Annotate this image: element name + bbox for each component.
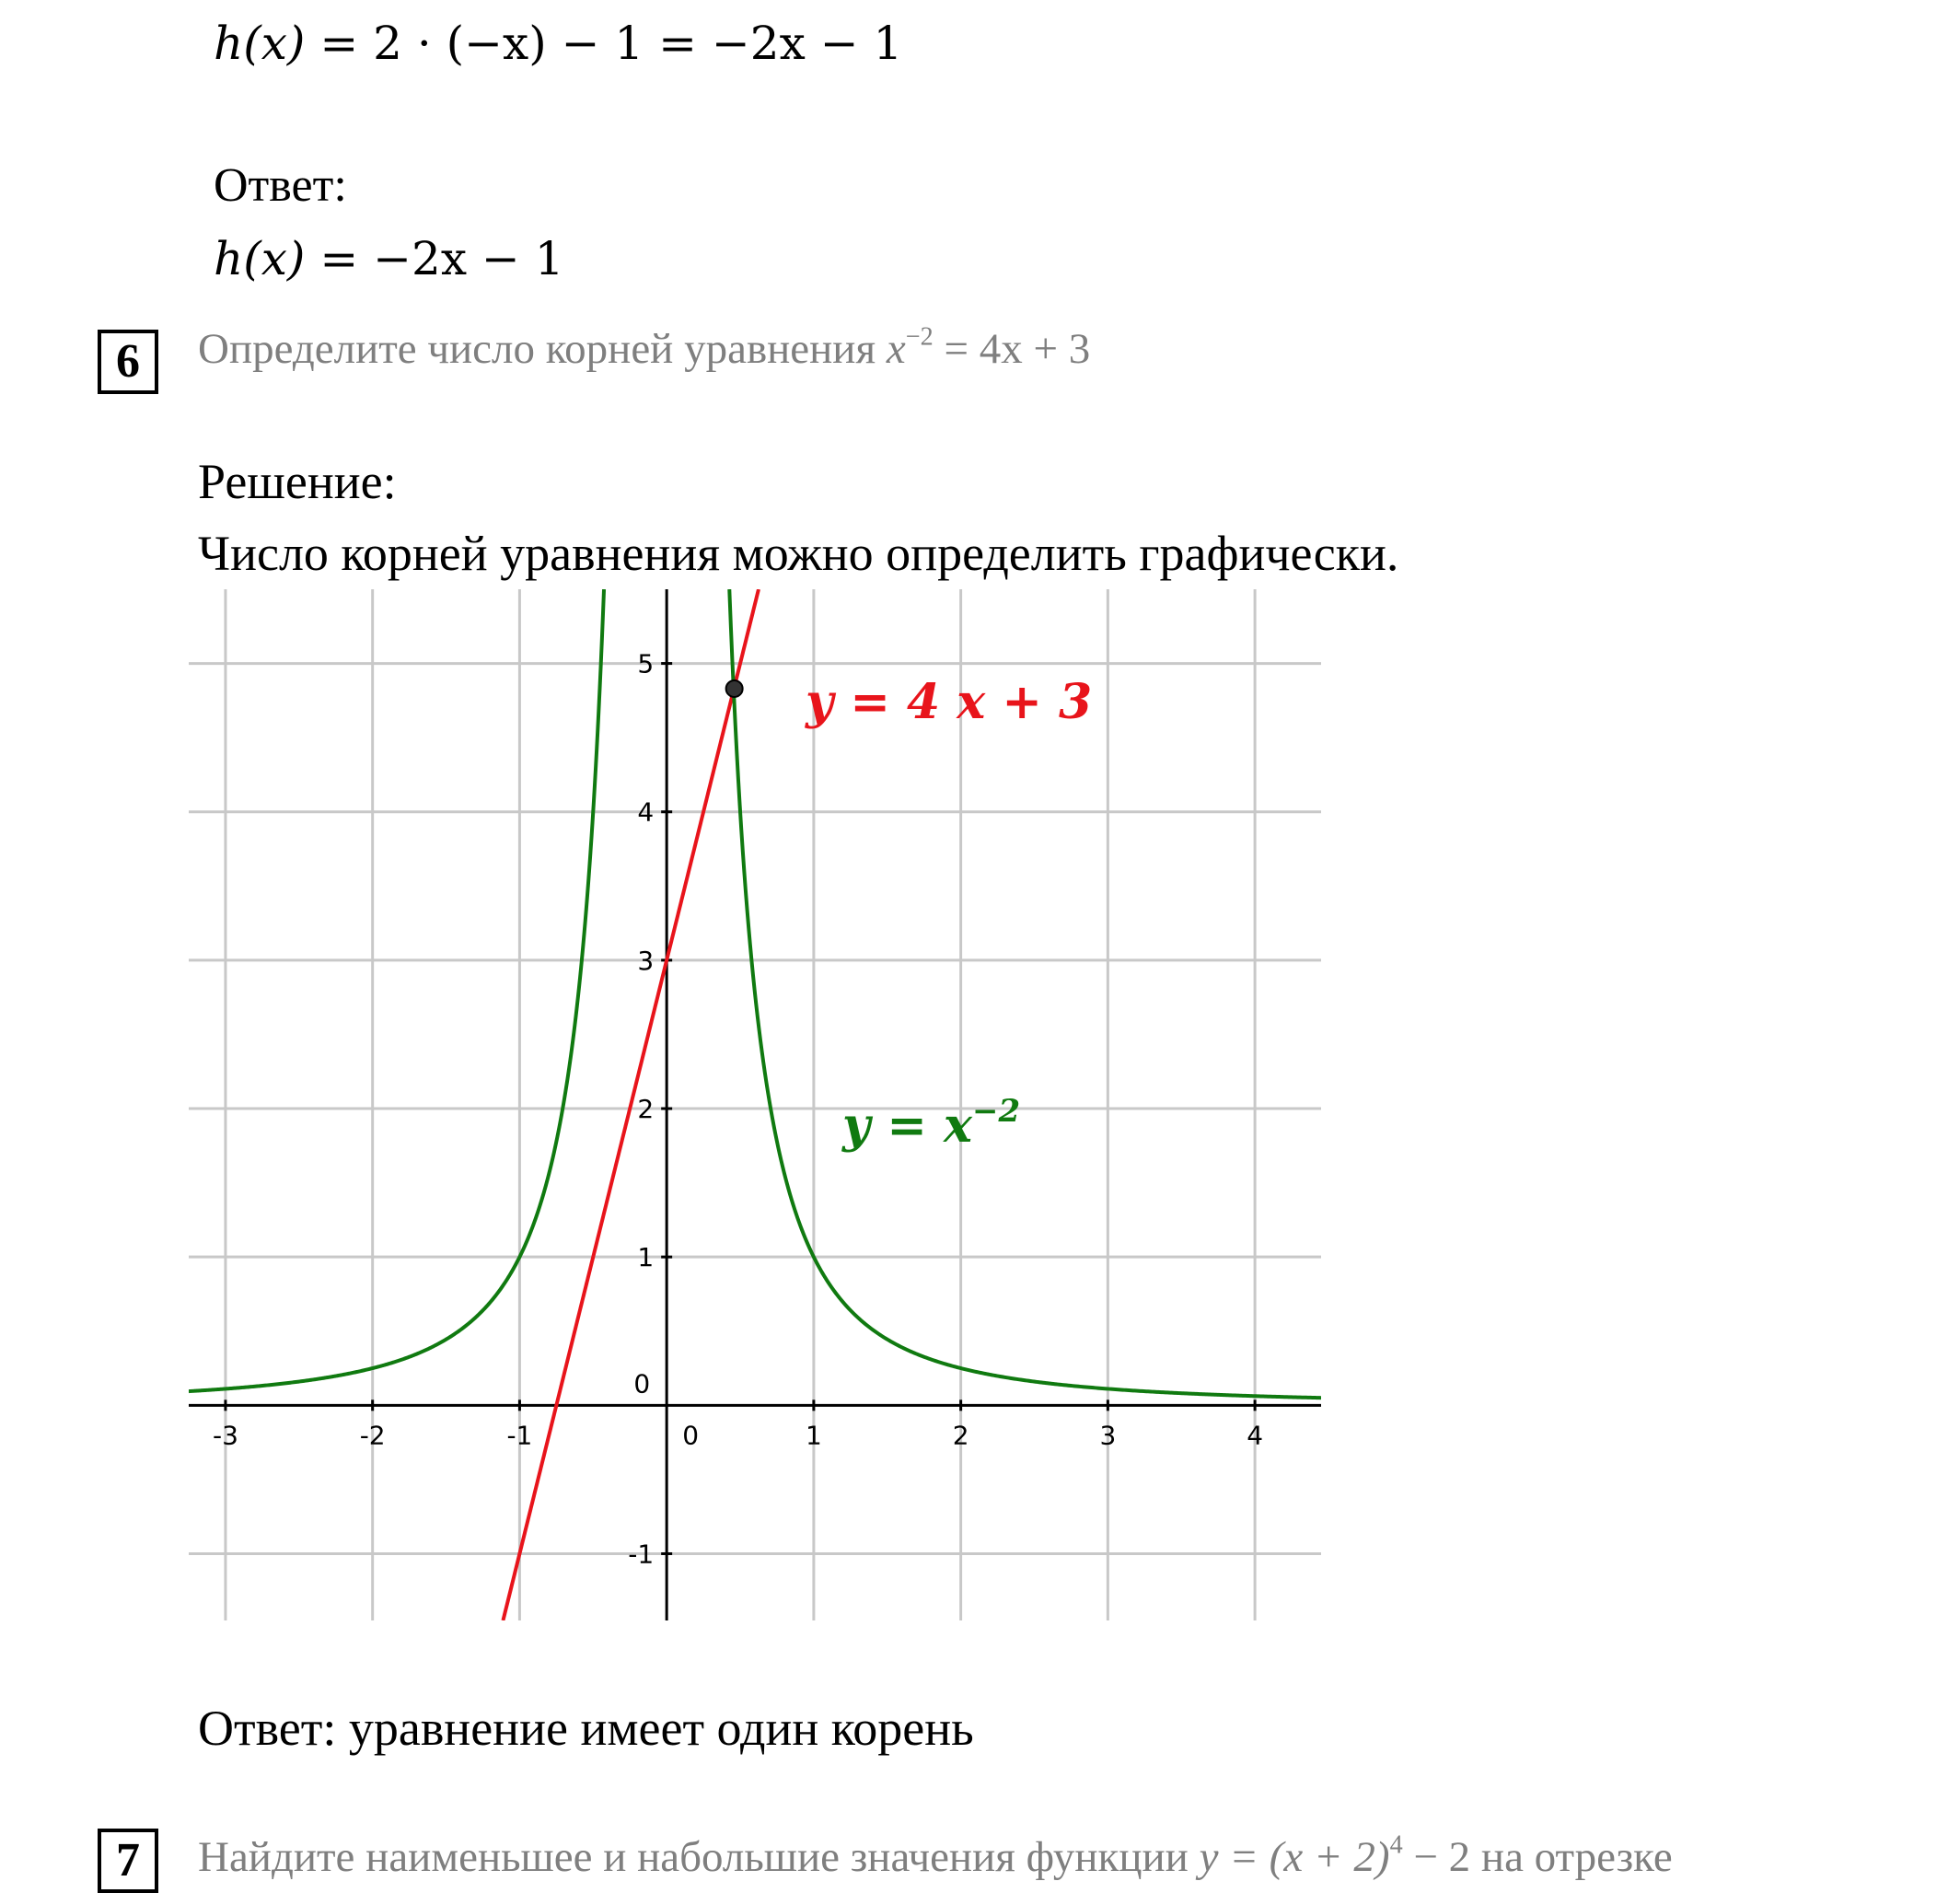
task7-prompt-formula: y = (x + 2) [1199, 1833, 1390, 1881]
solution-text: Число корней уравнения можно определить графически. [198, 526, 1399, 581]
task6-prompt-text: Определите число корней уравнения [198, 325, 887, 373]
y-tick-label: 1 [637, 1242, 655, 1273]
x-tick-label: -1 [506, 1420, 533, 1451]
grid-lines [189, 589, 1321, 1620]
intersection-point [726, 680, 743, 697]
task-number-6: 6 [98, 330, 158, 394]
function-graph [189, 589, 1321, 1620]
task7-prompt-exp: 4 [1389, 1830, 1403, 1860]
y-tick-label: 5 [637, 648, 655, 679]
x-tick-label: 4 [1247, 1420, 1264, 1451]
label-curve-exponent: −2 [972, 1093, 1021, 1130]
answer-formula-lhs: h(x) [214, 232, 306, 285]
x-tick-label: -2 [359, 1420, 386, 1451]
axes [189, 589, 1321, 1620]
task-number-7: 7 [98, 1829, 158, 1893]
label-line-equation: y = 4 x + 3 [806, 674, 1093, 730]
x-tick-label: 0 [682, 1420, 700, 1451]
series-labels [805, 674, 1092, 1154]
formula-h-expanded [214, 17, 902, 70]
series-layer [189, 589, 1321, 1620]
series-line-4x-plus-3 [503, 589, 759, 1620]
formula-rhs: = 2 · (−x) − 1 = −2x − 1 [319, 17, 903, 70]
y-tick-label: 0 [633, 1368, 651, 1399]
task7-prompt [198, 1832, 1673, 1882]
y-tick-label: 2 [637, 1094, 655, 1125]
task6-prompt-exp: −2 [905, 322, 934, 352]
answer-formula-rhs: = −2x − 1 [319, 232, 564, 285]
y-tick-label: 4 [637, 796, 655, 828]
x-tick-label: 3 [1099, 1420, 1117, 1451]
task7-prompt-text: Найдите наименьшее и набольшие значения функции [198, 1833, 1200, 1881]
task7-prompt-rest: − 2 на отрезке [1402, 1833, 1673, 1881]
task6-prompt [198, 324, 1090, 374]
y-tick-label: -1 [628, 1539, 655, 1570]
points-layer [726, 680, 743, 697]
task6-prompt-base: x [886, 325, 906, 373]
final-answer: Ответ: уравнение имеет один корень [198, 1701, 974, 1756]
x-tick-label: 1 [805, 1420, 822, 1451]
solution-label: Решение: [198, 454, 397, 509]
formula-lhs: h(x) [214, 17, 306, 70]
x-tick-label: -3 [212, 1420, 238, 1451]
label-curve-equation: $y = x^{-2}$ [842, 1093, 1021, 1154]
task6-prompt-rest: = 4x + 3 [933, 325, 1091, 373]
y-tick-label: 3 [637, 945, 655, 976]
series-curve-left-branch [189, 589, 604, 1391]
answer-formula [214, 232, 564, 285]
x-tick-label: 2 [952, 1420, 969, 1451]
answer-label: Ответ: [214, 159, 347, 212]
